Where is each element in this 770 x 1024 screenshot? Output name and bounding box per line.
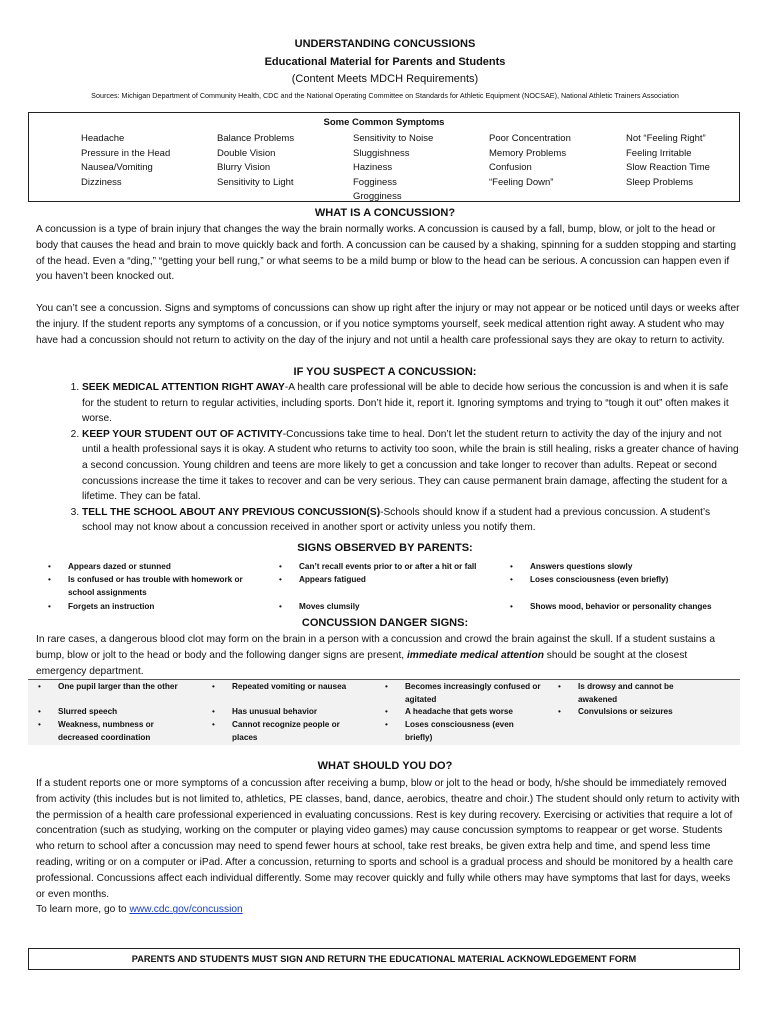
- symptom: Blurry Vision: [217, 162, 271, 173]
- danger-item: • Is drowsy and cannot be awakened: [558, 682, 674, 704]
- bullet-icon: •: [212, 707, 215, 716]
- symptoms-col-2: [217, 132, 294, 190]
- sign-item: • Answers questions slowly: [530, 561, 745, 574]
- symptoms-col-1: [81, 132, 170, 190]
- suspect-step: [82, 505, 740, 536]
- symptom: Poor Concentration: [489, 133, 571, 144]
- symptom: Double Vision: [217, 147, 276, 159]
- what-is-p2: You can’t see a concussion. Signs and symptoms of concussions can show up right after the injury or may not appear or be noticed until days or weeks after the injury. If the student reports any symptoms of a concussion, or if you notice symptoms yourself, seek medical attention right away. A student who may have had a concussion should not return to activity on the day of the injury and not until a health care professional says they are okay to return to activity.: [36, 303, 740, 346]
- symptoms-col-5: [626, 132, 710, 190]
- symptoms-col-4: [489, 132, 571, 190]
- bullet-icon: •: [212, 682, 215, 691]
- symptom: Pressure in the Head: [81, 147, 171, 159]
- bullet-icon: •: [558, 707, 561, 716]
- cdc-link[interactable]: www.cdc.gov/concussion: [129, 904, 243, 916]
- suspect-step: [82, 427, 740, 505]
- danger-intro-text: In rare cases, a dangerous blood clot may form on the brain in a person with a concussion and crowd the brain against the skull. If a student sustains a bump, blow or jolt to the head or body and the following danger signs are present,: [36, 634, 715, 661]
- sign-item: • Forgets an instruction: [68, 601, 268, 614]
- danger-title: CONCUSSION DANGER SIGNS:: [301, 617, 469, 629]
- step-text: -A health care professional will be able to decide how serious the concussion is and when it is safe for the student to return to regular activities, including sports. Don’t hide it, report it. Ignoring symptoms and trying to “tough it out” often makes it worse.: [82, 382, 729, 425]
- symptom: Not “Feeling Right”: [626, 133, 706, 144]
- symptom: “Feeling Down”: [489, 176, 554, 188]
- symptom: Sensitivity to Noise: [353, 133, 434, 144]
- bullet-icon: •: [48, 562, 51, 571]
- bullet-icon: •: [385, 682, 388, 691]
- bullet-icon: •: [48, 602, 51, 611]
- bullet-icon: •: [510, 562, 513, 571]
- what-do-text: If a student reports one or more symptoms of a concussion after receiving a bump, blow or jolt to the head or body, h/she should be immediately removed from activity (this includes but is not limited to, athletics, PE classes, band, dance, aerobics, theatre and choir.) The student should only return to activity with the permission of a health care professional experienced in evaluating concussions. Rest is key during recovery. Exercising or activities that require a lot of concentration (such as studying, working on the computer or playing video games) may cause concussion symptoms to reappear or get worse. Students who return to school after a concussion may need to spend fewer hours at school, take rest breaks, be given extra help and time, and spend less time reading, writing or on a computer or iPad. After a concussion, returning to sports and school is a gradual process and should be monitored by a health care professional. Concussions affect each individual differently. Some may recover quickly and fully while others may have symptoms that last for days, weeks or even months.: [36, 778, 740, 900]
- learn-more-line: [36, 902, 740, 918]
- bullet-icon: •: [279, 562, 282, 571]
- bullet-icon: •: [510, 602, 513, 611]
- bullet-icon: •: [48, 575, 51, 584]
- sign-item: • Appears dazed or stunned: [68, 561, 268, 574]
- symptom: Balance Problems: [217, 133, 295, 144]
- danger-item: • Weakness, numbness or decreased coordination: [38, 720, 154, 742]
- sign-item: • Loses consciousness (even briefly): [530, 574, 745, 587]
- danger-item: • Slurred speech: [58, 706, 198, 719]
- symptom: Confusion: [489, 162, 532, 173]
- step-lead: KEEP YOUR STUDENT OUT OF ACTIVITY: [82, 428, 283, 440]
- symptoms-title: Some Common Symptoms: [323, 117, 445, 128]
- danger-item: • Cannot recognize people or places: [212, 720, 340, 742]
- bullet-icon: •: [558, 682, 561, 691]
- sources-line: Sources: Michigan Department of Community Health, CDC and the National Operating Committee on Standards for Athletic Equipment (NOCSAE), National Athletic Trainers Association: [91, 91, 679, 100]
- symptom: Haziness: [353, 162, 393, 173]
- danger-item: • Has unusual behavior: [232, 706, 372, 719]
- symptom: Sensitivity to Light: [217, 176, 294, 188]
- step-lead: SEEK MEDICAL ATTENTION RIGHT AWAY: [82, 382, 285, 393]
- bullet-icon: •: [38, 682, 41, 691]
- danger-item: • A headache that gets worse: [405, 706, 545, 719]
- suspect-title: IF YOU SUSPECT A CONCUSSION:: [293, 366, 477, 378]
- danger-intro: [36, 632, 740, 679]
- symptom: Headache: [81, 133, 125, 144]
- symptom: Fogginess: [353, 176, 397, 188]
- acknowledgement-notice: PARENTS AND STUDENTS MUST SIGN AND RETURN THE EDUCATIONAL MATERIAL ACKNOWLEDGEMENT FORM: [28, 948, 740, 970]
- symptoms-box: [28, 112, 740, 202]
- symptom: Sleep Problems: [626, 176, 694, 188]
- bullet-icon: •: [510, 575, 513, 584]
- what-do-title: WHAT SHOULD YOU DO?: [317, 760, 453, 772]
- doc-title: UNDERSTANDING CONCUSSIONS: [294, 38, 476, 50]
- step-lead: TELL THE SCHOOL ABOUT ANY PREVIOUS CONCUSSION(S): [82, 506, 381, 518]
- symptom: Memory Problems: [489, 147, 567, 159]
- symptom: Nausea/Vomiting: [81, 162, 153, 173]
- bullet-icon: •: [38, 720, 41, 729]
- bullet-icon: •: [279, 602, 282, 611]
- sign-item: • Can’t recall events prior to or after a hit or fall: [299, 561, 509, 574]
- symptom: Grogginess: [353, 191, 402, 202]
- symptom: Dizziness: [81, 176, 122, 188]
- danger-item: • Convulsions or seizures: [578, 706, 718, 719]
- doc-subtitle: Educational Material for Parents and Students: [264, 56, 506, 68]
- bullet-icon: •: [38, 707, 41, 716]
- danger-item: • Loses consciousness (even briefly): [385, 720, 514, 742]
- what-is-paragraph-2: [36, 301, 740, 348]
- bullet-icon: •: [212, 720, 215, 729]
- symptom: Sluggishness: [353, 147, 410, 159]
- sign-item: • Moves clumsily: [299, 601, 509, 614]
- bullet-icon: •: [385, 707, 388, 716]
- symptom: Slow Reaction Time: [626, 162, 710, 173]
- danger-item: • Repeated vomiting or nausea: [232, 681, 372, 694]
- danger-emphasis: immediate medical attention: [406, 649, 544, 661]
- symptom: Feeling Irritable: [626, 147, 692, 159]
- divider: [28, 679, 740, 680]
- what-is-title: WHAT IS A CONCUSSION?: [314, 207, 456, 219]
- danger-item: • One pupil larger than the other: [58, 681, 198, 694]
- sign-item: • Appears fatigued: [299, 574, 509, 587]
- learn-prefix: To learn more, go to: [36, 904, 130, 916]
- danger-outro-text: should be sought at the closest emergency department.: [36, 649, 688, 677]
- doc-note: (Content Meets MDCH Requirements): [291, 73, 479, 85]
- step-text: -Concussions take time to heal. Don’t let the student return to activity the day of the injury and not until a health professional says it is okay. A student who returns to activity too soon, while the brain is still healing, risks a greater chance of having a second concussion. Young children and teens are more likely to get a concussion and take longer to recover than adults. Repeat or second concussions increase the time it takes to recover and can be very serious. They can cause permanent brain damage, affecting the student for a lifetime. They can be fatal.: [82, 428, 739, 503]
- step-text: -Schools should know if a student had a previous concussion. A student’s school may not know about a concussion received in another sport or activity unless you notify them.: [82, 506, 711, 534]
- signs-title: SIGNS OBSERVED BY PARENTS:: [297, 542, 473, 554]
- what-do-body: [36, 776, 740, 918]
- bullet-icon: •: [279, 575, 282, 584]
- what-is-paragraph-1: [36, 222, 740, 285]
- danger-item: • Becomes increasingly confused or agitated: [385, 682, 541, 704]
- what-is-p1: A concussion is a type of brain injury that changes the way the brain normally works. A concussion is caused by a fall, bump, blow, or jolt to the head or body that causes the head and brain to move quickly back and forth. A concussion can be caused by a shaking, spinning for a sudden stopping and starting of the head. Even a “ding,” “getting your bell rung,” or what seems to be a mild bump or blow to the head can be serious. A concussion can happen even if you haven’t been knocked out.: [36, 224, 737, 283]
- sign-item: • Shows mood, behavior or personality changes: [530, 601, 745, 614]
- suspect-step: [82, 380, 740, 427]
- sign-item: • Is confused or has trouble with homework or school assignments: [48, 575, 243, 597]
- bullet-icon: •: [385, 720, 388, 729]
- suspect-steps: [36, 380, 740, 536]
- symptoms-col-3: [353, 132, 433, 205]
